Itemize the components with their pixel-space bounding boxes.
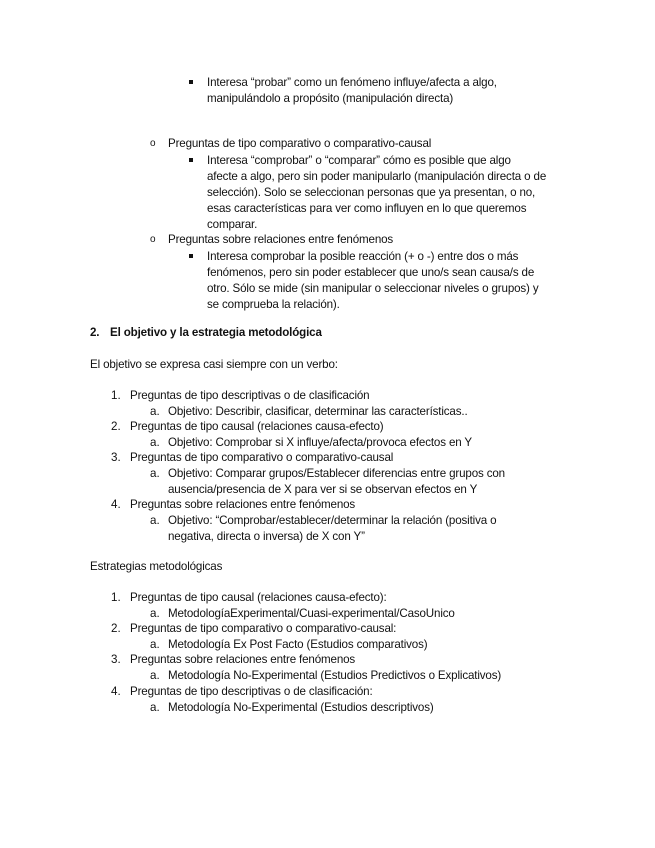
bullet-square-icon [189,254,193,258]
text-line: Interesa “comprobar” o “comparar” cómo es posible que algo [207,154,511,167]
text-line: comparar. [207,218,258,231]
list-number: 2. [111,622,121,635]
text-line: Metodología No-Experimental (Estudios Predictivos o Explicativos) [168,669,502,682]
text-line: otro. Sólo se mide (sin manipular o seleccionar niveles o grupos) y [207,282,539,295]
paragraph: Estrategias metodológicas [90,560,223,573]
text-line: Interesa comprobar la posible reacción (+ o -) entre dos o más [207,250,519,263]
text-line: Objetivo: “Comprobar/establecer/determinar la relación (positiva o [168,514,497,527]
list-item: Preguntas de tipo comparativo o comparativo-causal: [130,622,397,635]
text-line: negativa, directa o inversa) de X con Y” [168,530,365,543]
sub-list-letter: a. [150,701,160,714]
text-line: Objetivo: Comprobar si X influye/afecta/provoca efectos en Y [168,436,472,449]
list-item: Preguntas sobre relaciones entre fenómenos [130,498,356,511]
list-item: Preguntas de tipo causal (relaciones causa-efecto): [130,591,387,604]
text-line: MetodologíaExperimental/Cuasi-experimental/CasoUnico [168,607,455,620]
text-line: selección). Solo se seleccionan personas que ya presentan, o no, [207,186,536,199]
bullet-square-icon [189,158,193,162]
text-line: esas características para ver como influyen en lo que queremos [207,202,527,215]
text-line: Interesa “probar” como un fenómeno influye/afecta a algo, [207,76,497,89]
section-number: 2. [90,326,100,339]
text-line: Objetivo: Describir, clasificar, determinar las características.. [168,405,468,418]
list-number: 2. [111,420,121,433]
text-line: manipulándolo a propósito (manipulación directa) [207,92,454,105]
sub-list-letter: a. [150,467,160,480]
list-number: 1. [111,389,121,402]
sub-list-letter: a. [150,638,160,651]
sub-list-letter: a. [150,669,160,682]
text-line: fenómenos, pero sin poder establecer que uno/s sean causa/s de [207,266,535,279]
list-item: Preguntas de tipo comparativo o comparativo-causal [168,137,432,150]
list-item: Preguntas de tipo causal (relaciones causa-efecto) [130,420,384,433]
bullet-circle-icon: o [150,234,156,245]
list-item: Preguntas sobre relaciones entre fenómenos [130,653,356,666]
list-number: 1. [111,591,121,604]
sub-list-letter: a. [150,514,160,527]
text-line: ausencia/presencia de X para ver si se observan efectos en Y [168,483,478,496]
list-item: Preguntas de tipo comparativo o comparativo-causal [130,451,394,464]
text-line: afecte a algo, pero sin poder manipularlo (manipulación directa o de [207,170,547,183]
text-line: se comprueba la relación). [207,298,340,311]
list-item: Preguntas sobre relaciones entre fenómenos [168,233,394,246]
list-item: Preguntas de tipo descriptivas o de clasificación [130,389,370,402]
list-number: 4. [111,498,121,511]
sub-list-letter: a. [150,607,160,620]
bullet-circle-icon: o [150,138,156,149]
list-item: Preguntas de tipo descriptivas o de clasificación: [130,685,373,698]
list-number: 4. [111,685,121,698]
list-number: 3. [111,653,121,666]
sub-list-letter: a. [150,405,160,418]
sub-list-letter: a. [150,436,160,449]
bullet-square-icon [189,80,193,84]
text-line: Metodología No-Experimental (Estudios descriptivos) [168,701,434,714]
section-heading: El objetivo y la estrategia metodológica [110,326,322,339]
paragraph: El objetivo se expresa casi siempre con un verbo: [90,358,338,371]
text-line: Metodología Ex Post Facto (Estudios comparativos) [168,638,428,651]
text-line: Objetivo: Comparar grupos/Establecer diferencias entre grupos con [168,467,505,480]
list-number: 3. [111,451,121,464]
